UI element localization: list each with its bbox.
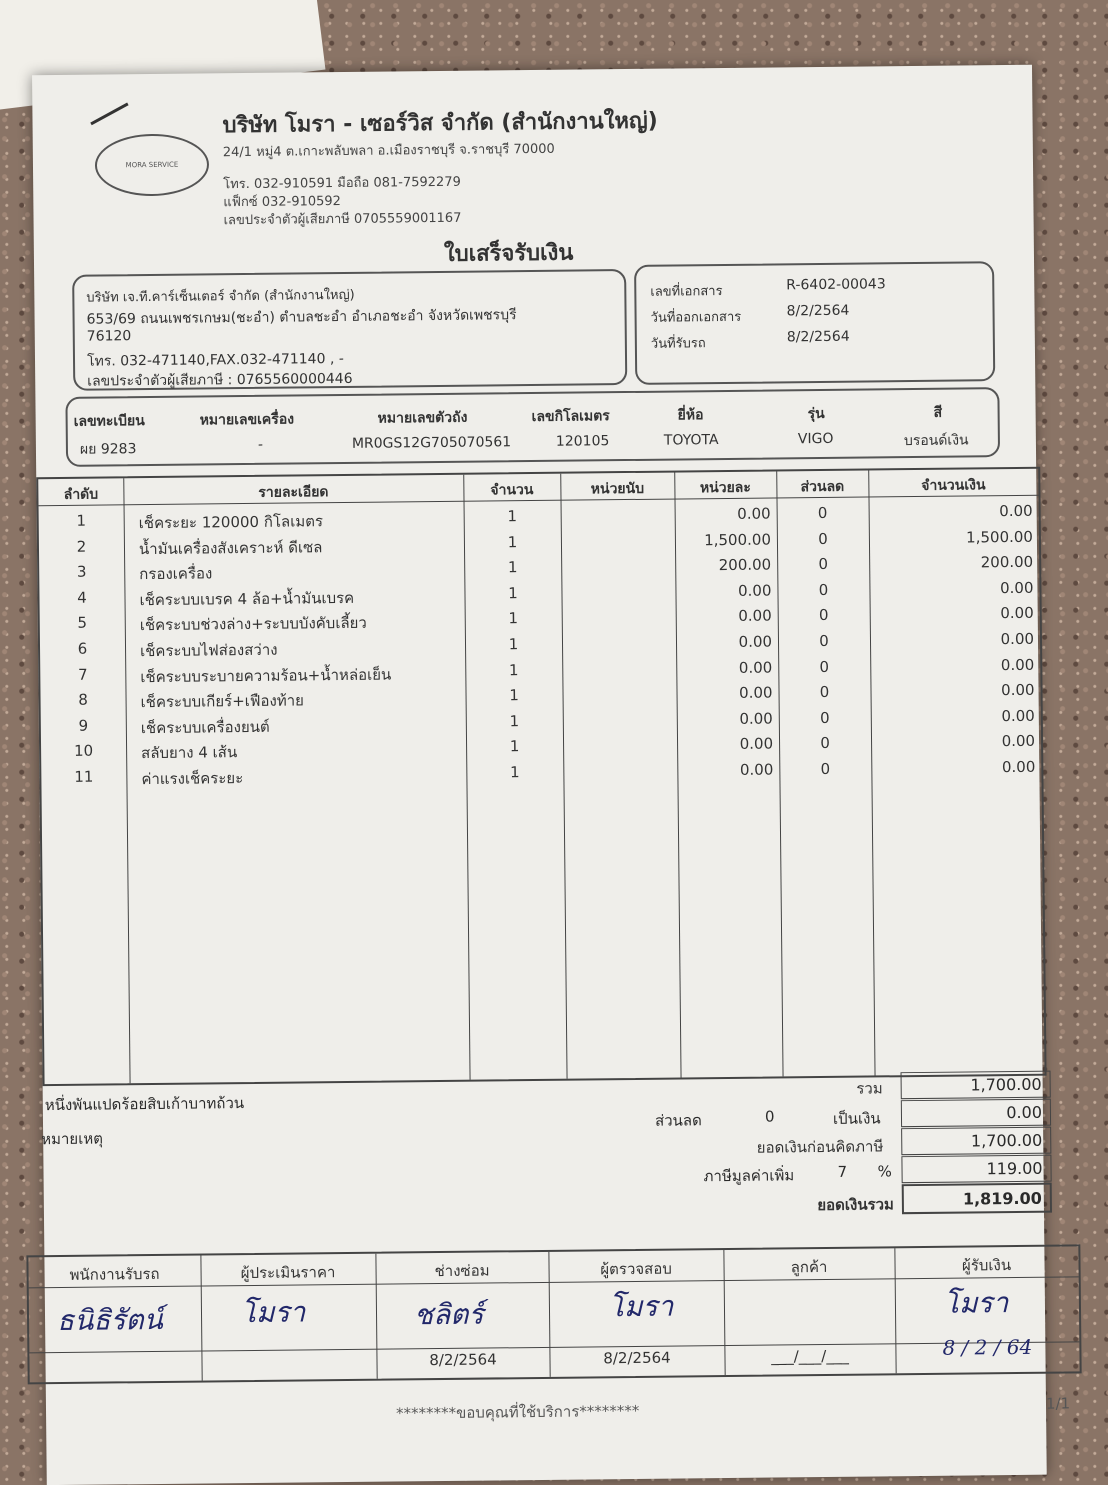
vehicle-mileage: 120105 — [555, 433, 610, 450]
row-qty: 1 — [507, 558, 518, 577]
row-desc: สลับยาง 4 เส้น — [141, 743, 238, 763]
row-unit — [561, 582, 675, 583]
row-no: 10 — [73, 742, 94, 761]
grand-total-value: 1,819.00 — [902, 1183, 1052, 1215]
row-desc: เช็คระยะ 120000 กิโลเมตร — [138, 512, 324, 533]
customer-phone: โทร. 032-471140,FAX.032-471140 , - — [86, 350, 344, 370]
row-unit — [562, 634, 676, 635]
row-no: 3 — [76, 562, 87, 581]
row-discount: 0 — [819, 631, 829, 651]
col-header-discount: ส่วนลด — [800, 478, 845, 496]
row-desc: น้ำมันเครื่องสังเคราะห์ ดีเซล — [138, 537, 323, 558]
row-no: 11 — [74, 767, 94, 786]
row-desc: เช็คระบบเบรค 4 ล้อ+น้ำมันเบรค — [139, 588, 355, 609]
receive-date: 8/2/2564 — [786, 328, 850, 346]
row-desc: เช็คระบบช่วงล่าง+ระบบบังคับเลี้ยว — [139, 614, 367, 635]
row-discount: 0 — [817, 503, 828, 523]
thank-you-footer: ********ขอบคุณที่ใช้บริการ******** — [395, 1401, 640, 1423]
sig-header-mechanic: ช่างซ่อม — [434, 1261, 490, 1281]
total-label: รวม — [856, 1079, 883, 1098]
row-no: 4 — [77, 588, 87, 607]
row-qty: 1 — [509, 763, 520, 782]
signature-appraiser: โมรา — [240, 1295, 306, 1330]
row-qty: 1 — [509, 711, 520, 731]
col-header-price: หน่วยละ — [699, 479, 751, 497]
page-number: 1/1 — [1045, 1394, 1071, 1413]
row-unit — [561, 506, 675, 507]
row-qty: 1 — [508, 609, 519, 628]
total-value: 1,700.00 — [901, 1071, 1051, 1100]
vehicle-header-model: รุ่น — [807, 405, 825, 423]
row-discount: 0 — [818, 580, 829, 599]
col-header-qty: จำนวน — [490, 482, 534, 499]
row-qty: 1 — [507, 507, 518, 526]
pen-mark — [90, 103, 128, 126]
row-discount: 0 — [820, 734, 830, 753]
row-price: 0.00 — [739, 734, 774, 754]
discount-percent: 0 — [764, 1107, 775, 1126]
vat-label: ภาษีมูลค่าเพิ่ม — [703, 1166, 795, 1186]
vehicle-header-engine: หมายเลขเครื่อง — [199, 411, 295, 429]
sig-date-mechanic: 8/2/2564 — [429, 1350, 497, 1370]
row-no: 1 — [76, 511, 87, 530]
row-qty: 1 — [509, 686, 519, 705]
vat-rate: 7 — [837, 1162, 848, 1181]
row-unit — [562, 608, 676, 609]
document-info-box — [634, 261, 995, 385]
customer-box — [72, 269, 627, 391]
note-label: หมายเหตุ — [41, 1129, 104, 1149]
sig-date-cashier: 8 / 2 / 64 — [942, 1334, 1033, 1360]
row-discount: 0 — [820, 759, 831, 779]
vehicle-header-mileage: เลขกิโลเมตร — [531, 408, 610, 426]
row-amount: 0.00 — [1000, 604, 1034, 623]
signature-table — [26, 1244, 1081, 1384]
row-qty: 1 — [508, 660, 519, 679]
row-discount: 0 — [819, 683, 830, 702]
row-qty: 1 — [509, 737, 520, 756]
row-desc: กรองเครื่อง — [139, 564, 213, 584]
doc-no-label: เลขที่เอกสาร — [650, 284, 723, 300]
row-price: 1,500.00 — [704, 530, 772, 549]
vehicle-engine-no: - — [257, 436, 264, 453]
row-desc: เช็คระบบเกียร์+เฟืองท้าย — [140, 691, 304, 712]
vehicle-header-brand: ยี่ห้อ — [677, 407, 704, 424]
company-phone: โทร. 032-910591 มือถือ 081-7592279 — [223, 174, 461, 193]
vehicle-chassis-no: MR0GS12G705070561 — [351, 434, 512, 452]
row-unit — [562, 685, 676, 686]
amount-in-words: หนึ่งพันแปดร้อยสิบเก้าบาทถ้วน — [44, 1094, 245, 1115]
sig-date-customer: ___/___/___ — [771, 1346, 849, 1366]
row-amount: 1,500.00 — [966, 527, 1034, 547]
vehicle-brand: TOYOTA — [663, 432, 719, 449]
row-price: 0.00 — [737, 581, 772, 600]
col-header-desc: รายละเอียด — [258, 484, 329, 501]
issue-date-label: วันที่ออกเอกสาร — [650, 309, 742, 326]
row-discount: 0 — [818, 555, 829, 574]
row-unit — [563, 736, 677, 737]
row-unit — [563, 762, 677, 763]
signature-inspector: โมรา — [608, 1289, 674, 1324]
row-price: 0.00 — [738, 606, 772, 626]
doc-no: R-6402-00043 — [786, 276, 886, 294]
row-desc: เช็คระบบเครื่องยนต์ — [140, 717, 270, 737]
company-tax-id: เลขประจำตัวผู้เสียภาษี 0705559001167 — [223, 210, 462, 229]
row-discount: 0 — [818, 529, 828, 548]
vehicle-header-chassis: หมายเลขตัวถัง — [377, 409, 468, 427]
row-qty: 1 — [507, 532, 518, 551]
vehicle-box — [65, 387, 1000, 467]
row-price: 0.00 — [739, 709, 773, 728]
signature-cashier: โมรา — [943, 1286, 1009, 1320]
vat-percent-sign: % — [877, 1162, 892, 1181]
row-amount: 200.00 — [980, 552, 1034, 572]
row-amount: 0.00 — [1001, 757, 1036, 777]
row-desc: เช็คระบบไฟส่องสว่าง — [139, 640, 278, 661]
row-amount: 0.00 — [1001, 706, 1035, 725]
receipt-document — [32, 65, 1071, 1485]
customer-address: 653/69 ถนนเพชรเกษม(ชะอำ) ตำบลชะอำ อำเภอชะอำ จังหวัดเพชรบุรี — [86, 307, 517, 328]
row-amount: 0.00 — [1001, 680, 1035, 700]
row-amount: 0.00 — [1000, 655, 1035, 674]
vehicle-header-plate: เลขทะเบียน — [73, 413, 145, 430]
discount-as-amount-label: เป็นเงิน — [832, 1109, 881, 1128]
row-amount: 0.00 — [1000, 629, 1035, 649]
row-unit — [562, 659, 676, 660]
row-discount: 0 — [819, 708, 830, 727]
sig-header-receiver: พนักงานรับรถ — [69, 1264, 160, 1284]
row-desc: ค่าแรงเช็คระยะ — [141, 769, 244, 789]
row-discount: 0 — [819, 657, 830, 676]
discount-value: 0.00 — [901, 1099, 1051, 1128]
row-amount: 0.00 — [999, 578, 1034, 597]
discount-label: ส่วนลด — [654, 1111, 702, 1130]
company-name: บริษัท โมรา - เซอร์วิส จำกัด (สำนักงานใหญ่) — [222, 108, 658, 139]
col-header-amount: จำนวนเงิน — [921, 477, 986, 494]
row-price: 0.00 — [737, 504, 771, 523]
grand-total-label: ยอดเงินรวม — [817, 1195, 894, 1215]
sig-header-cashier: ผู้รับเงิน — [961, 1256, 1012, 1275]
company-fax: แฟ็กซ์ 032-910592 — [223, 194, 341, 211]
vehicle-plate: ผย 9283 — [79, 441, 137, 458]
customer-tax-id: เลขประจำตัวผู้เสียภาษี : 0765560000446 — [87, 370, 353, 390]
row-no: 6 — [77, 639, 88, 658]
row-qty: 1 — [508, 583, 518, 603]
row-no: 2 — [76, 537, 87, 556]
row-price: 0.00 — [738, 658, 773, 677]
sig-header-customer: ลูกค้า — [790, 1257, 828, 1277]
signature-receiver: ธนิธิรัตน์ — [56, 1302, 163, 1338]
pretax-label: ยอดเงินก่อนคิดภาษี — [756, 1137, 884, 1157]
company-logo-stamp: MORA SERVICE — [95, 133, 210, 196]
receive-date-label: วันที่รับรถ — [650, 336, 706, 352]
row-desc: เช็คระบบระบายความร้อน+น้ำหล่อเย็น — [140, 665, 392, 686]
row-no: 7 — [77, 665, 88, 684]
vehicle-model: VIGO — [797, 430, 834, 448]
col-header-unit: หน่วยนับ — [590, 480, 645, 498]
pretax-value: 1,700.00 — [901, 1127, 1051, 1156]
row-unit — [561, 557, 675, 558]
vehicle-color: บรอนด์เงิน — [903, 432, 969, 450]
row-no: 9 — [78, 716, 89, 735]
vat-value: 119.00 — [901, 1155, 1051, 1184]
signature-mechanic: ชลิตร์ — [413, 1297, 484, 1332]
row-amount: 0.00 — [999, 501, 1033, 521]
row-price: 200.00 — [718, 555, 772, 575]
row-unit — [561, 531, 675, 532]
sig-date-inspector: 8/2/2564 — [603, 1348, 671, 1368]
issue-date: 8/2/2564 — [786, 302, 850, 320]
row-qty: 1 — [508, 635, 519, 654]
row-no: 5 — [77, 614, 88, 633]
customer-postcode: 76120 — [86, 328, 132, 345]
vehicle-header-color: สี — [933, 404, 943, 421]
row-price: 0.00 — [738, 632, 773, 651]
col-header-no: ลำดับ — [63, 486, 99, 503]
document-title: ใบเสร็จรับเงิน — [443, 240, 574, 267]
items-table — [36, 467, 1046, 1086]
customer-name: บริษัท เจ.ที.คาร์เซ็นเตอร์ จำกัด (สำนักงานใหญ่) — [86, 287, 355, 306]
row-price: 0.00 — [739, 683, 773, 703]
row-unit — [563, 710, 677, 711]
row-discount: 0 — [818, 606, 829, 625]
company-address: 24/1 หมู่4 ต.เกาะพลับพลา อ.เมืองราชบุรี จ.ราชบุรี 70000 — [222, 141, 555, 161]
row-no: 8 — [78, 690, 88, 709]
sig-header-inspector: ผู้ตรวจสอบ — [600, 1259, 672, 1279]
sig-header-appraiser: ผู้ประเมินราคา — [240, 1263, 336, 1283]
row-amount: 0.00 — [1001, 732, 1036, 751]
row-price: 0.00 — [739, 760, 774, 779]
